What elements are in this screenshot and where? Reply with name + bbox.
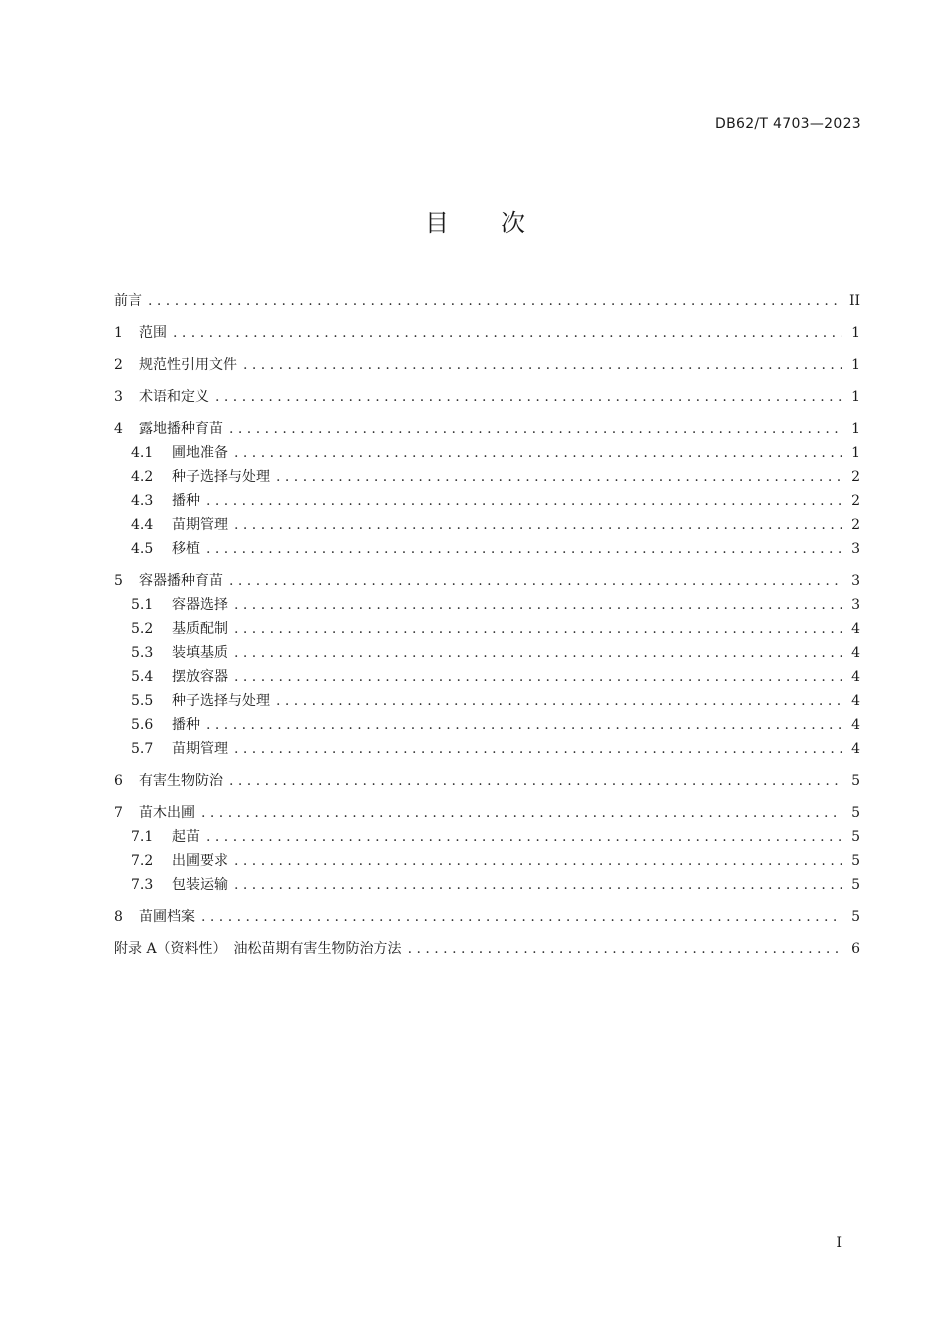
toc-dot-leader xyxy=(206,537,842,561)
toc-entry-number: 5 xyxy=(114,573,123,589)
toc-entry-number: 2 xyxy=(114,357,123,373)
toc-entry-number: 4.4 xyxy=(131,517,154,533)
toc-entry-label: 前言 xyxy=(114,293,142,309)
toc-entry-page-number: 1 xyxy=(851,421,860,437)
toc-dot-leader xyxy=(234,641,842,665)
toc-entry[interactable] xyxy=(114,873,860,897)
toc-entry[interactable] xyxy=(114,465,860,489)
toc-entry[interactable] xyxy=(114,737,860,761)
toc-entry-number: 7.3 xyxy=(131,877,154,893)
toc-entry-number: 7.2 xyxy=(131,853,154,869)
toc-entry-page-number: 1 xyxy=(851,445,860,461)
toc-entry-page-number: 4 xyxy=(851,645,860,661)
toc-dot-leader xyxy=(234,849,842,873)
toc-entry-page-number: 5 xyxy=(851,829,860,845)
toc-entry[interactable] xyxy=(114,849,860,873)
toc-entry-label: 播种 xyxy=(172,717,200,733)
toc-entry-page-number: 2 xyxy=(851,469,860,485)
toc-entry-number: 5.1 xyxy=(131,597,154,613)
table-of-contents xyxy=(114,289,860,961)
toc-entry-page-number: II xyxy=(848,293,860,309)
toc-entry[interactable] xyxy=(114,801,860,825)
toc-entry-label: 露地播种育苗 xyxy=(139,421,223,437)
toc-entry[interactable] xyxy=(114,321,860,345)
toc-entry[interactable] xyxy=(114,689,860,713)
toc-entry-label: 术语和定义 xyxy=(139,389,209,405)
toc-dot-leader xyxy=(201,905,842,929)
toc-dot-leader xyxy=(234,617,842,641)
toc-entry-number: 4.5 xyxy=(131,541,154,557)
toc-entry-label: 圃地准备 xyxy=(172,445,228,461)
toc-dot-leader xyxy=(215,385,842,409)
toc-dot-leader xyxy=(276,465,842,489)
toc-entry-number: 4.1 xyxy=(131,445,154,461)
toc-entry-label: 起苗 xyxy=(172,829,200,845)
toc-entry-label: 苗圃档案 xyxy=(139,909,195,925)
toc-entry[interactable] xyxy=(114,385,860,409)
toc-entry-label: 苗期管理 xyxy=(172,741,228,757)
toc-dot-leader xyxy=(234,593,842,617)
toc-entry-page-number: 4 xyxy=(851,693,860,709)
toc-entry-number: 4.3 xyxy=(131,493,154,509)
toc-entry-page-number: 3 xyxy=(851,573,860,589)
toc-dot-leader xyxy=(234,737,842,761)
toc-entry-number: 5.5 xyxy=(131,693,154,709)
toc-dot-leader xyxy=(206,825,842,849)
toc-entry-label: 基质配制 xyxy=(172,621,228,637)
page-title xyxy=(0,203,950,238)
toc-dot-leader xyxy=(234,665,842,689)
toc-entry-number: 7 xyxy=(114,805,123,821)
toc-entry[interactable] xyxy=(114,713,860,737)
toc-entry-number: 5.7 xyxy=(131,741,154,757)
toc-dot-leader xyxy=(229,569,842,593)
toc-entry-number: 3 xyxy=(114,389,123,405)
toc-entry-label: 种子选择与处理 xyxy=(172,693,270,709)
toc-dot-leader xyxy=(148,289,842,313)
toc-entry-label: 装填基质 xyxy=(172,645,228,661)
toc-entry-page-number: 4 xyxy=(851,621,860,637)
toc-entry-label: 附录 A（资料性） 油松苗期有害生物防治方法 xyxy=(114,941,402,957)
toc-entry[interactable] xyxy=(114,937,860,961)
title-char-1: 目 xyxy=(425,209,449,237)
toc-entry[interactable] xyxy=(114,641,860,665)
toc-entry-page-number: 1 xyxy=(851,325,860,341)
toc-entry-page-number: 5 xyxy=(851,805,860,821)
toc-entry-number: 5.6 xyxy=(131,717,154,733)
toc-entry-label: 范围 xyxy=(139,325,167,341)
toc-entry-label: 苗期管理 xyxy=(172,517,228,533)
toc-entry[interactable] xyxy=(114,489,860,513)
toc-entry-number: 4.2 xyxy=(131,469,154,485)
toc-entry-number: 1 xyxy=(114,325,123,341)
toc-entry-label: 规范性引用文件 xyxy=(139,357,237,373)
toc-dot-leader xyxy=(234,441,842,465)
toc-entry[interactable] xyxy=(114,441,860,465)
toc-entry[interactable] xyxy=(114,417,860,441)
toc-entry-label: 容器选择 xyxy=(172,597,228,613)
toc-entry[interactable] xyxy=(114,825,860,849)
toc-entry-page-number: 5 xyxy=(851,909,860,925)
toc-entry-page-number: 6 xyxy=(851,941,860,957)
toc-entry-number: 5.3 xyxy=(131,645,154,661)
toc-dot-leader xyxy=(229,769,842,793)
toc-dot-leader xyxy=(408,937,842,961)
toc-entry[interactable] xyxy=(114,569,860,593)
toc-entry[interactable] xyxy=(114,537,860,561)
toc-entry-page-number: 5 xyxy=(851,877,860,893)
toc-dot-leader xyxy=(243,353,842,377)
toc-entry-page-number: 2 xyxy=(851,493,860,509)
toc-entry-label: 播种 xyxy=(172,493,200,509)
document-code: DB62/T 4703—2023 xyxy=(715,116,861,132)
toc-dot-leader xyxy=(201,801,842,825)
toc-entry[interactable] xyxy=(114,665,860,689)
toc-entry-label: 容器播种育苗 xyxy=(139,573,223,589)
toc-entry-number: 4 xyxy=(114,421,123,437)
toc-entry-page-number: 2 xyxy=(851,517,860,533)
title-char-2: 次 xyxy=(501,209,525,237)
toc-entry-page-number: 1 xyxy=(851,357,860,373)
toc-entry-page-number: 4 xyxy=(851,741,860,757)
toc-entry[interactable] xyxy=(114,289,860,313)
toc-entry-page-number: 3 xyxy=(851,597,860,613)
toc-entry-number: 8 xyxy=(114,909,123,925)
toc-dot-leader xyxy=(206,713,842,737)
toc-dot-leader xyxy=(276,689,842,713)
toc-entry[interactable] xyxy=(114,593,860,617)
toc-dot-leader xyxy=(206,489,842,513)
toc-entry-label: 包装运输 xyxy=(172,877,228,893)
toc-entry-label: 移植 xyxy=(172,541,200,557)
toc-entry[interactable] xyxy=(114,513,860,537)
toc-entry-page-number: 4 xyxy=(851,717,860,733)
toc-entry-page-number: 5 xyxy=(851,773,860,789)
toc-entry-page-number: 1 xyxy=(851,389,860,405)
page-folio: I xyxy=(836,1235,842,1251)
toc-entry-number: 6 xyxy=(114,773,123,789)
toc-entry-number: 5.4 xyxy=(131,669,154,685)
toc-entry-label: 种子选择与处理 xyxy=(172,469,270,485)
toc-entry[interactable] xyxy=(114,769,860,793)
toc-entry-label: 出圃要求 xyxy=(172,853,228,869)
toc-entry-number: 5.2 xyxy=(131,621,154,637)
toc-dot-leader xyxy=(234,873,842,897)
toc-entry-page-number: 3 xyxy=(851,541,860,557)
toc-entry-number: 7.1 xyxy=(131,829,154,845)
toc-entry-page-number: 5 xyxy=(851,853,860,869)
toc-dot-leader xyxy=(173,321,842,345)
toc-entry[interactable] xyxy=(114,617,860,641)
toc-dot-leader xyxy=(234,513,842,537)
toc-dot-leader xyxy=(229,417,842,441)
toc-entry-label: 摆放容器 xyxy=(172,669,228,685)
toc-entry-label: 有害生物防治 xyxy=(139,773,223,789)
toc-entry[interactable] xyxy=(114,905,860,929)
toc-entry-page-number: 4 xyxy=(851,669,860,685)
toc-entry[interactable] xyxy=(114,353,860,377)
toc-entry-label: 苗木出圃 xyxy=(139,805,195,821)
